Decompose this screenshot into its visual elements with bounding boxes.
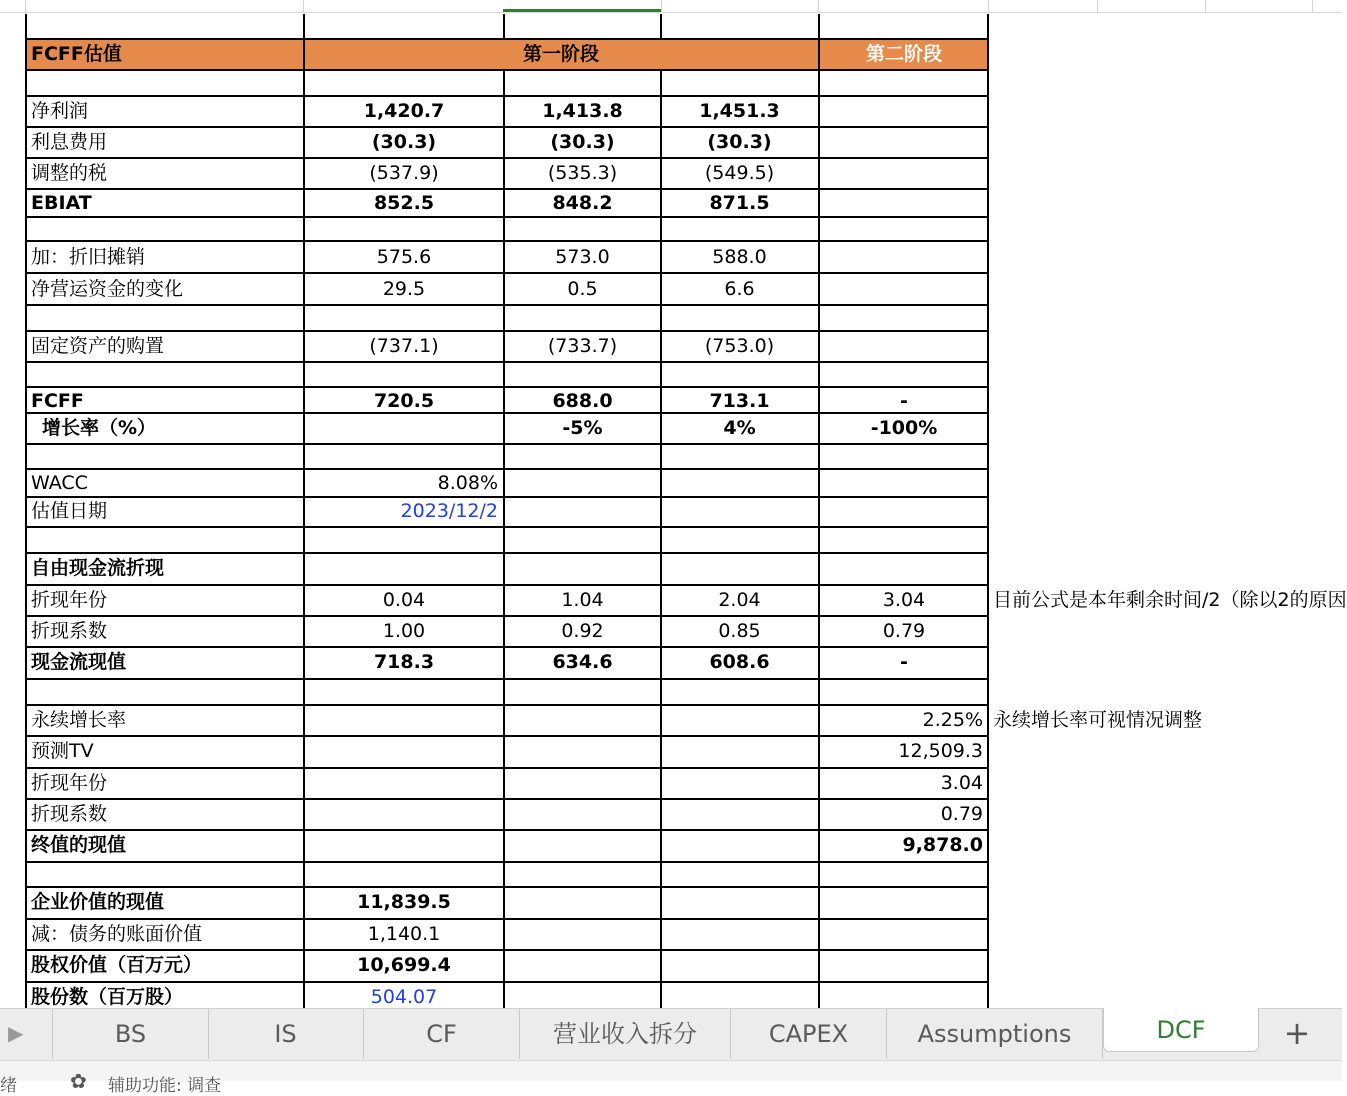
adjusted-tax-value[interactable]: (537.9) [369, 162, 439, 184]
perpetual-growth-value[interactable]: 2.25% [922, 709, 983, 731]
equity-value-value[interactable]: 10,699.4 [357, 954, 451, 976]
stage2-header[interactable]: 第二阶段 [865, 43, 942, 65]
growth-value[interactable]: 4% [723, 417, 756, 439]
tv-discount-factor-label[interactable]: 折现系数 [31, 803, 108, 825]
tab-revenue-split[interactable]: 营业收入拆分 [520, 1009, 731, 1059]
selected-column-indicator [503, 9, 661, 12]
da-label[interactable]: 加：折旧摊销 [31, 246, 146, 268]
ebiat-value[interactable]: 852.5 [373, 192, 435, 214]
perpetual-growth-label[interactable]: 永续增长率 [31, 709, 127, 731]
discount-year-value[interactable]: 2.04 [718, 589, 761, 611]
column-border [987, 14, 989, 1010]
wacc-value[interactable]: 8.08% [437, 472, 498, 494]
column-header-separator [1205, 0, 1206, 12]
dcf-section-header[interactable]: 自由现金流折现 [31, 557, 165, 579]
fcff-value[interactable]: - [900, 390, 908, 412]
column-border [660, 14, 662, 39]
add-sheet-button[interactable]: + [1283, 1014, 1311, 1052]
fcff-label[interactable]: FCFF [31, 390, 84, 412]
interest-value[interactable]: (30.3) [550, 131, 615, 153]
row-border [27, 526, 989, 528]
enterprise-value-label[interactable]: 企业价值的现值 [31, 891, 165, 913]
discount-factor-value[interactable]: 0.79 [882, 620, 926, 642]
pv-cashflow-value[interactable]: - [900, 651, 908, 673]
column-header-separator [1097, 0, 1098, 12]
row-border [27, 443, 989, 445]
row-border [27, 468, 989, 470]
row-border [27, 678, 989, 680]
da-value[interactable]: 573.0 [555, 246, 610, 268]
nwc-value[interactable]: 0.5 [567, 278, 598, 300]
discount-factor-value[interactable]: 1.00 [382, 620, 426, 642]
shares-label[interactable]: 股份数（百万股） [31, 986, 184, 1008]
discount-year-value[interactable]: 0.04 [382, 589, 426, 611]
nwc-value[interactable]: 6.6 [724, 278, 755, 300]
growth-label[interactable]: 增长率（%） [42, 417, 157, 439]
scroll-tabs-right-icon[interactable]: ▶ [8, 1021, 24, 1045]
debt-value[interactable]: 1,140.1 [367, 923, 441, 945]
valuation-date-value[interactable]: 2023/12/2 [400, 500, 498, 522]
tv-discount-year-value[interactable]: 3.04 [940, 772, 983, 794]
growth-value[interactable]: -100% [870, 417, 938, 439]
accessibility-icon[interactable]: ✿ [70, 1069, 87, 1093]
net-income-value[interactable]: 1,420.7 [363, 100, 445, 122]
column-header-separator [1312, 0, 1313, 12]
row-border [27, 304, 989, 306]
column-header-separator [988, 0, 989, 12]
discount-year-value[interactable]: 1.04 [561, 589, 604, 611]
column-border [818, 14, 820, 1010]
perpetual-growth-note[interactable]: 永续增长率可视情况调整 [993, 709, 1203, 731]
row-border [27, 69, 989, 71]
row-border [27, 886, 989, 888]
row-border [27, 496, 989, 498]
terminal-value-value[interactable]: 12,509.3 [898, 740, 983, 762]
column-header-separator [303, 0, 304, 12]
fcff-value[interactable]: 688.0 [552, 390, 613, 412]
capex-value[interactable]: (733.7) [547, 335, 618, 357]
discount-factor-value[interactable]: 0.85 [718, 620, 761, 642]
row-border [27, 861, 989, 863]
interest-label[interactable]: 利息费用 [31, 131, 108, 153]
discount-factor-value[interactable]: 0.92 [561, 620, 604, 642]
capex-label[interactable]: 固定资产的购置 [31, 335, 165, 357]
pv-cashflow-value[interactable]: 634.6 [552, 651, 613, 673]
tab-is[interactable]: IS [208, 1009, 364, 1059]
tv-pv-label[interactable]: 终值的现值 [31, 834, 127, 856]
status-ready-text: 绪 [0, 1076, 17, 1096]
capex-value[interactable]: (753.0) [704, 335, 775, 357]
nwc-value[interactable]: 29.5 [382, 278, 426, 300]
da-value[interactable]: 588.0 [712, 246, 767, 268]
pv-cashflow-value[interactable]: 718.3 [373, 651, 435, 673]
growth-value[interactable]: -5% [562, 417, 603, 439]
sheet-tab-bar [0, 1008, 1342, 1061]
discount-year-note[interactable]: 目前公式是本年剩余时间/2（除以2的原因 [993, 589, 1347, 611]
column-header-separator [25, 0, 26, 12]
discount-year-label[interactable]: 折现年份 [31, 589, 108, 611]
tab-assumptions[interactable]: Assumptions [887, 1009, 1103, 1059]
ebiat-value[interactable]: 848.2 [552, 192, 613, 214]
tv-discount-year-label[interactable]: 折现年份 [31, 772, 108, 794]
pv-cashflow-value[interactable]: 608.6 [709, 651, 770, 673]
net-income-value[interactable]: 1,413.8 [542, 100, 623, 122]
ebiat-value[interactable]: 871.5 [709, 192, 770, 214]
wacc-label[interactable]: WACC [31, 472, 88, 494]
column-header-separator [661, 0, 662, 12]
status-bar [0, 1060, 1342, 1096]
ebiat-label[interactable]: EBIAT [31, 192, 92, 214]
equity-value-label[interactable]: 股权价值（百万元） [31, 954, 203, 976]
tv-pv-value[interactable]: 9,878.0 [902, 834, 983, 856]
adjusted-tax-label[interactable]: 调整的税 [31, 162, 108, 184]
banner-title[interactable]: FCFF估值 [31, 43, 122, 65]
tab-dcf[interactable]: DCF [1103, 1008, 1259, 1052]
debt-label[interactable]: 减：债务的账面价值 [31, 923, 203, 945]
column-border [503, 14, 505, 39]
net-income-value[interactable]: 1,451.3 [699, 100, 780, 122]
column-header-border [0, 12, 1342, 13]
terminal-value-label[interactable]: 预测TV [31, 740, 94, 762]
row-border [27, 552, 989, 554]
da-value[interactable]: 575.6 [376, 246, 432, 268]
valuation-date-label[interactable]: 估值日期 [31, 500, 108, 522]
tab-bs[interactable]: BS [52, 1009, 209, 1059]
capex-value[interactable]: (737.1) [369, 335, 439, 357]
column-header-separator [818, 0, 819, 12]
discount-factor-label[interactable]: 折现系数 [31, 620, 108, 642]
tab-cf[interactable]: CF [364, 1009, 520, 1059]
fcff-value[interactable]: 713.1 [709, 390, 770, 412]
accessibility-status[interactable]: 辅助功能: 调查 [108, 1076, 222, 1096]
adjusted-tax-value[interactable]: (535.3) [547, 162, 618, 184]
stage1-header[interactable]: 第一阶段 [522, 43, 599, 65]
net-income-label[interactable]: 净利润 [31, 100, 89, 122]
pv-cashflow-label[interactable]: 现金流现值 [31, 651, 127, 673]
shares-value[interactable]: 504.07 [370, 986, 438, 1008]
enterprise-value-value[interactable]: 11,839.5 [357, 891, 451, 913]
interest-value[interactable]: (30.3) [371, 131, 437, 153]
adjusted-tax-value[interactable]: (549.5) [704, 162, 775, 184]
row-border [27, 361, 989, 363]
interest-value[interactable]: (30.3) [707, 131, 772, 153]
discount-year-value[interactable]: 3.04 [882, 589, 926, 611]
tab-capex[interactable]: CAPEX [731, 1009, 887, 1059]
fcff-value[interactable]: 720.5 [373, 390, 435, 412]
tv-discount-factor-value[interactable]: 0.79 [940, 803, 983, 825]
column-border [25, 14, 27, 1010]
nwc-label[interactable]: 净营运资金的变化 [31, 278, 184, 300]
